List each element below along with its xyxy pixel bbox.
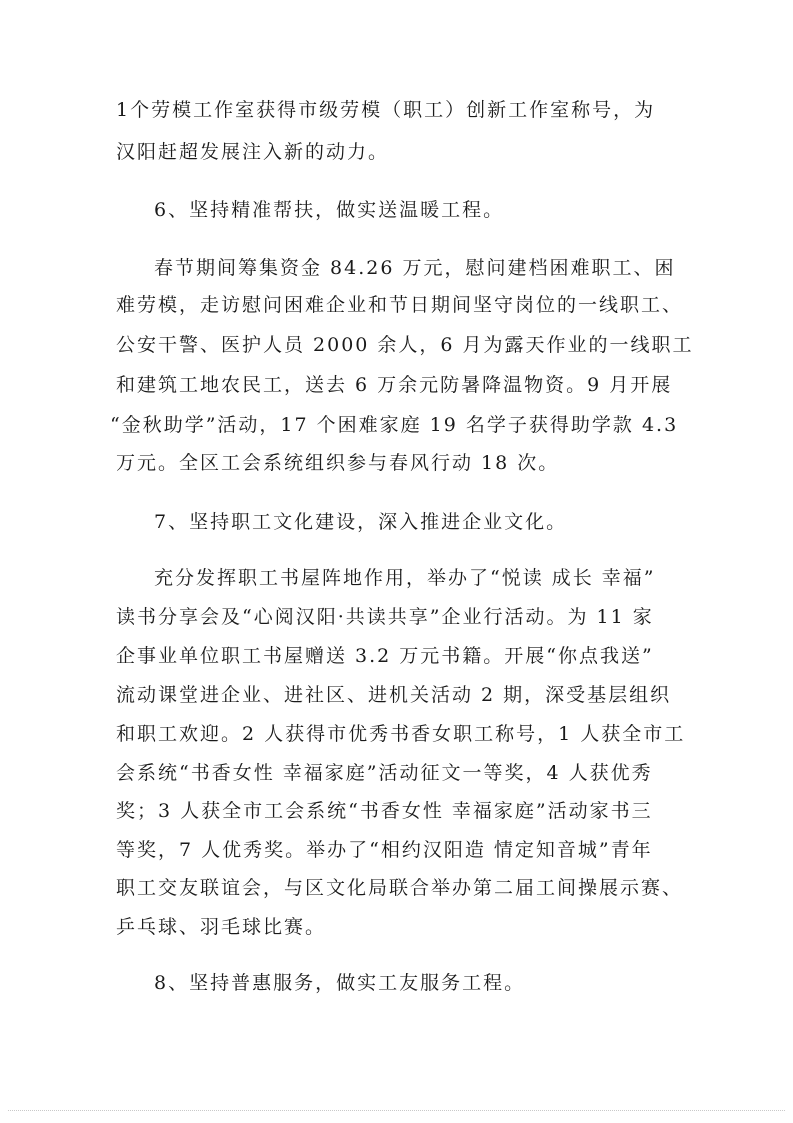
para3-line-1: 充分发挥职工书屋阵地作用，举办了“悦读 成长 幸福”: [154, 567, 656, 589]
para3-line-7: 奖；3 人获全市工会系统“书香女性 幸福家庭”活动家书三: [116, 800, 653, 822]
para2-line-5: “金秋助学”活动，17 个困难家庭 19 名学子获得助学款 4.3: [110, 414, 679, 436]
para1-line-1: 1个劳模工作室获得市级劳模（职工）创新工作室称号，为: [116, 99, 656, 121]
para2-line-4: 和建筑工地农民工，送去 6 万余元防暑降温物资。9 月开展: [116, 374, 673, 396]
para2-line-3: 公安干警、医护人员 2000 余人，6 月为露天作业的一线职工: [116, 334, 694, 356]
para3-line-9: 职工交友联谊会，与区文化局联合举办第二届工间操展示赛、: [116, 877, 684, 899]
para1-line-2: 汉阳赶超发展注入新的动力。: [116, 141, 390, 163]
para3-line-2: 读书分享会及“心阅汉阳·共读共享”企业行活动。为 11 家: [116, 606, 654, 628]
section-heading-6: 6、坚持精准帮扶，做实送温暖工程。: [154, 199, 505, 221]
para3-line-5: 和职工欢迎。2 人获得市优秀书香女职工称号，1 人获全市工: [116, 723, 686, 745]
para3-line-10: 乒乓球、羽毛球比赛。: [116, 916, 327, 938]
page-bottom-rule: [8, 1110, 785, 1111]
section-heading-7: 7、坚持职工文化建设，深入推进企业文化。: [154, 511, 568, 533]
para2-line-1: 春节期间筹集资金 84.26 万元，慰问建档困难职工、困: [154, 257, 676, 279]
para3-line-4: 流动课堂进企业、进社区、进机关活动 2 期，深受基层组织: [116, 684, 672, 706]
para2-line-2: 难劳模，走访慰问困难企业和节日期间坚守岗位的一线职工、: [116, 294, 684, 316]
para3-line-8: 等奖，7 人优秀奖。举办了“相约汉阳造 情定知音城”青年: [116, 839, 653, 861]
para3-line-6: 会系统“书香女性 幸福家庭”活动征文一等奖，4 人获优秀: [116, 762, 653, 784]
para3-line-3: 企事业单位职工书屋赠送 3.2 万元书籍。开展“你点我送”: [116, 645, 654, 667]
para2-line-6: 万元。全区工会系统组织参与春风行动 18 次。: [116, 452, 560, 474]
section-heading-8: 8、坚持普惠服务，做实工友服务工程。: [154, 972, 526, 994]
